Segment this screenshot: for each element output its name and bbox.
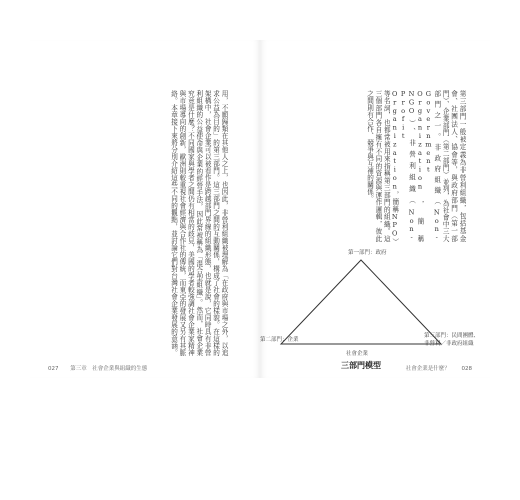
diagram-caption: 三部門模型 xyxy=(341,361,381,370)
right-page-number: 028 xyxy=(461,366,472,372)
diagram-node-top: 第一部門：政府 xyxy=(348,250,387,256)
right-page-body-text: 第三部門一般被定義為非營利組織，包括基金會、社團法人、協會等，與政府部門（第一部門）、企業部門（第二部門）並列，為社會中三大部門之一。非政府組織（Non-Government Organization，簡稱NGO）、非營利組織（Non-Profit Organization，簡稱NPO）等名詞，也都常被用來指稱第三部門的組織。這三個部門各自擁有不同的資源與運作邏輯，彼此之間則有合作、競爭與互補的關係。 xyxy=(365,90,466,242)
diagram-node-right-line2: 非營利／非政府組織 xyxy=(424,341,474,347)
diagram-node-center: 社會企業 xyxy=(346,351,369,357)
left-page-body-text: 用，不願歸類在其他人之上，也因此，非營利組織被理解為「在政府與市場之外，以追求公益為目的」的第三部門。這三部門之間的互動關係，構成了社會的樣貌。在這樣的架構中，社會企業可以被看作是跨越部門界線的組織形態，也就是說，它同時具有非營利組織的公益使命與企業的經營手法，因此常被稱為「混合型組織」。然而，社會企業究竟是什麼？不同國家與學者之間仍有相當的歧見，美國的學者較強調社會企業家精神與市場導向的創新，歐洲則較重視社會經濟與合作社的傳統，而東亞的發展又另有其脈絡。本章接下來將分別介紹這些不同的觀點，並討論它們對台灣社會企業發展的意涵。 xyxy=(169,90,228,356)
diagram-node-left: 第二部門：企業 xyxy=(260,337,299,343)
left-page-number: 027 xyxy=(48,366,59,372)
left-running-head: 第三章 社會企業與組織的生態 xyxy=(70,366,148,372)
triangle-shape xyxy=(281,260,441,344)
left-page xyxy=(30,40,260,378)
diagram-node-right-line1: 第三部門：民間團體、 xyxy=(424,333,480,339)
left-page-footer xyxy=(48,364,147,372)
right-running-head: 社會企業是什麼？ xyxy=(405,366,450,372)
